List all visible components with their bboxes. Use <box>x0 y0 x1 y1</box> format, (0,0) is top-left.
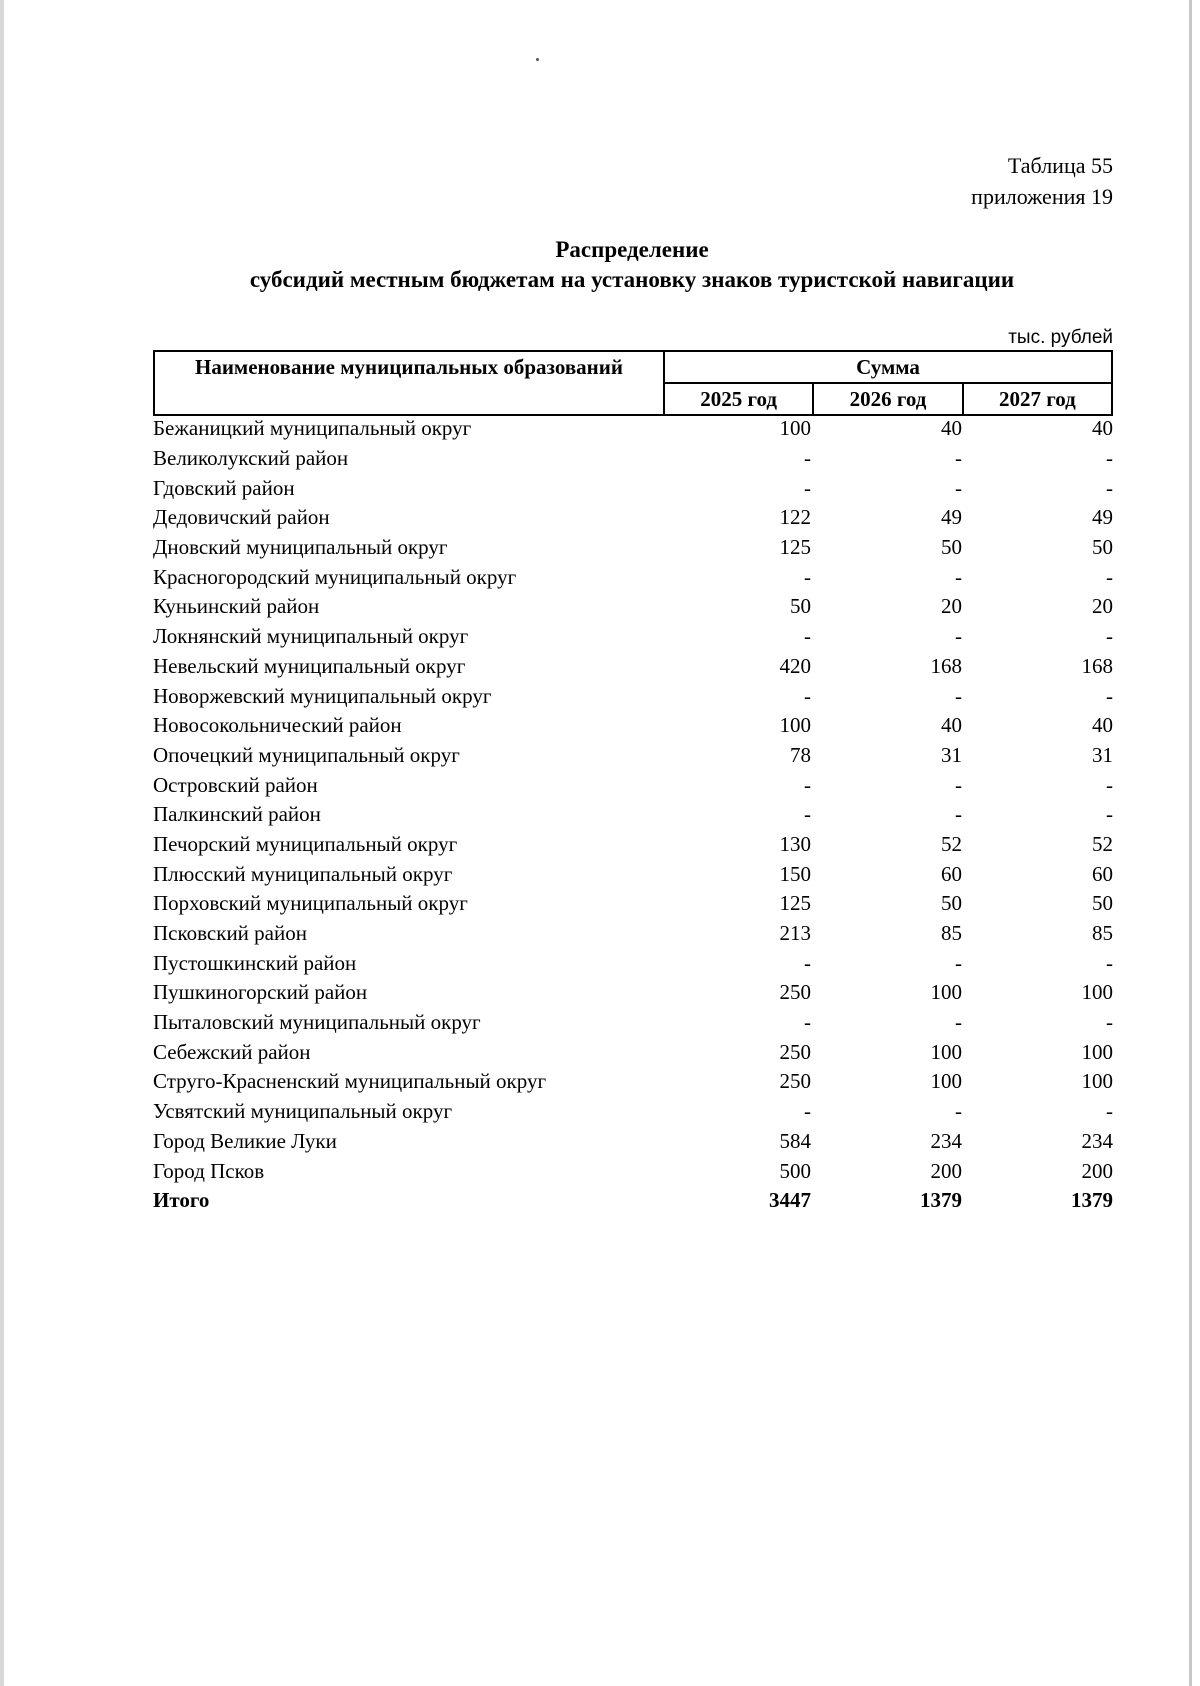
row-name: Красногородский муниципальный округ <box>153 564 517 589</box>
table-row <box>153 1037 1113 1067</box>
row-value-2025: 250 <box>779 980 811 1005</box>
row-value-2026: 100 <box>930 1069 962 1094</box>
row-name: Город Великие Луки <box>153 1128 337 1153</box>
row-value-2026: - <box>955 475 962 500</box>
table-row <box>153 948 1113 978</box>
row-value-2026: 100 <box>930 1039 962 1064</box>
row-name: Островский район <box>153 772 318 797</box>
row-value-2027: 200 <box>1081 1158 1113 1183</box>
row-value-2026: 60 <box>941 861 962 886</box>
row-value-2026: 20 <box>941 594 962 619</box>
row-value-2027: - <box>1106 683 1113 708</box>
row-value-2025: 500 <box>779 1158 811 1183</box>
row-name: Струго-Красненский муниципальный округ <box>153 1069 547 1094</box>
table-number: Таблица 55 <box>1007 153 1113 178</box>
row-value-2027: - <box>1106 772 1113 797</box>
row-value-2025: 122 <box>779 505 811 530</box>
table-header <box>153 350 1113 416</box>
row-value-2027: 49 <box>1092 505 1113 530</box>
row-value-2025: 150 <box>779 861 811 886</box>
row-value-2026: 50 <box>941 891 962 916</box>
row-value-2025: 584 <box>779 1128 811 1153</box>
row-value-2027: 50 <box>1092 535 1113 560</box>
row-value-2025: - <box>804 772 811 797</box>
row-name: Печорский муниципальный округ <box>153 831 458 856</box>
table-row <box>153 1097 1113 1127</box>
table-row <box>153 562 1113 592</box>
row-value-2027: - <box>1106 802 1113 827</box>
table-row <box>153 681 1113 711</box>
row-value-2027: 234 <box>1081 1128 1113 1153</box>
row-value-2025: 213 <box>779 921 811 946</box>
row-name: Себежский район <box>153 1039 311 1064</box>
row-value-2027: 50 <box>1092 891 1113 916</box>
table-row <box>153 444 1113 474</box>
row-value-2025: - <box>804 1010 811 1035</box>
row-value-2025: 78 <box>790 742 811 767</box>
row-name: Локнянский муниципальный округ <box>153 624 469 649</box>
row-value-2025: - <box>804 950 811 975</box>
row-name: Итого <box>153 1188 210 1213</box>
row-name: Куньинский район <box>153 594 320 619</box>
table-row <box>153 859 1113 889</box>
header-sum: Сумма <box>664 351 1112 383</box>
table-row <box>153 1127 1113 1157</box>
scan-speck <box>536 58 539 61</box>
row-value-2027: - <box>1106 624 1113 649</box>
row-name: Пустошкинский район <box>153 950 357 975</box>
table-row <box>153 652 1113 682</box>
row-value-2025: 100 <box>779 416 811 441</box>
row-value-2027: 100 <box>1081 980 1113 1005</box>
row-name: Пыталовский муниципальный округ <box>153 1010 481 1035</box>
row-name: Дедовичский район <box>153 505 330 530</box>
row-value-2025: 50 <box>790 594 811 619</box>
row-value-2026: 1379 <box>920 1188 962 1213</box>
header-year-2026: 2026 год <box>813 383 962 415</box>
row-value-2025: 100 <box>779 713 811 738</box>
row-name: Псковский район <box>153 921 307 946</box>
table-body <box>153 414 1113 1216</box>
table-row <box>153 830 1113 860</box>
table-row <box>153 741 1113 771</box>
row-value-2025: - <box>804 1099 811 1124</box>
row-value-2025: 125 <box>779 535 811 560</box>
header-year-2025: 2025 год <box>664 383 813 415</box>
row-value-2026: - <box>955 564 962 589</box>
row-value-2026: 50 <box>941 535 962 560</box>
row-value-2025: 130 <box>779 831 811 856</box>
row-value-2027: - <box>1106 564 1113 589</box>
row-value-2027: 40 <box>1092 416 1113 441</box>
row-name: Усвятский муниципальный округ <box>153 1099 453 1124</box>
row-value-2027: - <box>1106 475 1113 500</box>
document-title: Распределение <box>555 237 709 262</box>
table-row <box>153 889 1113 919</box>
row-value-2026: 40 <box>941 416 962 441</box>
row-value-2026: - <box>955 683 962 708</box>
table-row <box>153 1067 1113 1097</box>
table-row <box>153 503 1113 533</box>
row-value-2025: 420 <box>779 653 811 678</box>
row-value-2026: 52 <box>941 831 962 856</box>
table-row <box>153 533 1113 563</box>
row-value-2027: 40 <box>1092 713 1113 738</box>
row-value-2025: - <box>804 802 811 827</box>
row-name: Бежаницкий муниципальный округ <box>153 416 472 441</box>
row-value-2026: 40 <box>941 713 962 738</box>
table-row <box>153 919 1113 949</box>
row-name: Гдовский район <box>153 475 295 500</box>
row-value-2026: 85 <box>941 921 962 946</box>
table-row <box>153 711 1113 741</box>
row-value-2027: 1379 <box>1071 1188 1113 1213</box>
table-row <box>153 414 1113 444</box>
row-value-2027: 100 <box>1081 1039 1113 1064</box>
row-value-2027: - <box>1106 1099 1113 1124</box>
row-name: Город Псков <box>153 1158 265 1183</box>
row-value-2025: 250 <box>779 1039 811 1064</box>
row-value-2027: - <box>1106 950 1113 975</box>
row-value-2025: - <box>804 475 811 500</box>
table-row <box>153 473 1113 503</box>
row-value-2026: 31 <box>941 742 962 767</box>
row-name: Палкинский район <box>153 802 321 827</box>
row-value-2026: - <box>955 1010 962 1035</box>
table-row <box>153 770 1113 800</box>
row-value-2027: 52 <box>1092 831 1113 856</box>
row-value-2026: 200 <box>930 1158 962 1183</box>
row-name: Опочецкий муниципальный округ <box>153 742 460 767</box>
row-value-2027: - <box>1106 446 1113 471</box>
row-name: Великолукский район <box>153 446 349 471</box>
row-value-2026: - <box>955 624 962 649</box>
row-value-2027: - <box>1106 1010 1113 1035</box>
row-value-2027: 100 <box>1081 1069 1113 1094</box>
table-row <box>153 1156 1113 1186</box>
table-row <box>153 1008 1113 1038</box>
row-value-2026: - <box>955 446 962 471</box>
row-value-2026: - <box>955 1099 962 1124</box>
table-row <box>153 592 1113 622</box>
row-name: Новоржевский муниципальный округ <box>153 683 492 708</box>
row-value-2027: 31 <box>1092 742 1113 767</box>
table-row <box>153 800 1113 830</box>
row-value-2027: 60 <box>1092 861 1113 886</box>
row-value-2026: 100 <box>930 980 962 1005</box>
table-reference <box>971 150 1113 212</box>
row-value-2026: - <box>955 950 962 975</box>
row-name: Невельский муниципальный округ <box>153 653 466 678</box>
row-value-2025: 3447 <box>769 1188 811 1213</box>
row-value-2026: 49 <box>941 505 962 530</box>
row-value-2025: 125 <box>779 891 811 916</box>
row-name: Новосокольнический район <box>153 713 402 738</box>
row-value-2027: 20 <box>1092 594 1113 619</box>
row-value-2025: - <box>804 683 811 708</box>
unit-label: тыс. рублей <box>1008 327 1113 348</box>
appendix-number: приложения 19 <box>971 184 1113 209</box>
row-value-2026: - <box>955 772 962 797</box>
row-name: Плюсский муниципальный округ <box>153 861 453 886</box>
header-year-2027: 2027 год <box>963 383 1112 415</box>
row-value-2026: - <box>955 802 962 827</box>
row-name: Пушкиногорский район <box>153 980 368 1005</box>
header-name-column: Наименование муниципальных образований <box>154 351 664 415</box>
row-value-2027: 168 <box>1081 653 1113 678</box>
row-name: Порховский муниципальный округ <box>153 891 468 916</box>
row-value-2026: 234 <box>930 1128 962 1153</box>
row-value-2025: - <box>804 446 811 471</box>
row-value-2026: 168 <box>930 653 962 678</box>
row-value-2025: - <box>804 564 811 589</box>
row-value-2027: 85 <box>1092 921 1113 946</box>
table-row <box>153 622 1113 652</box>
row-value-2025: 250 <box>779 1069 811 1094</box>
row-value-2025: - <box>804 624 811 649</box>
row-name: Дновский муниципальный округ <box>153 535 448 560</box>
table-row-total <box>153 1186 1113 1216</box>
document-subtitle: субсидий местным бюджетам на установку знаков туристской навигации <box>249 267 1015 292</box>
table-row <box>153 978 1113 1008</box>
